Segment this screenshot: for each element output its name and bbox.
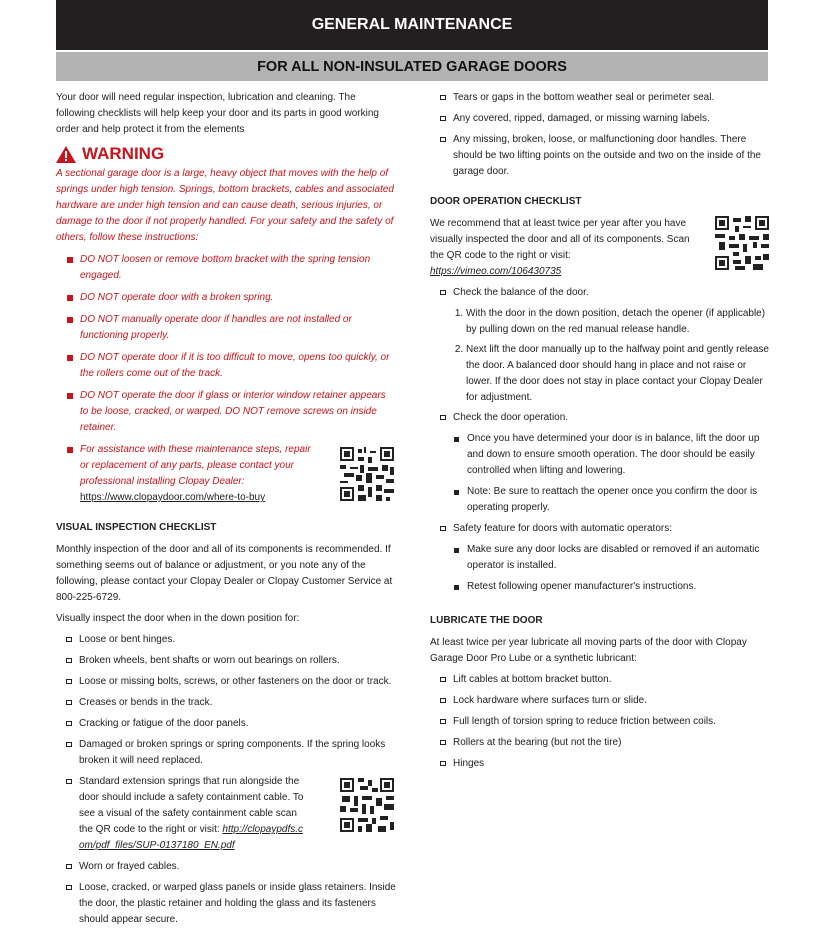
qr-code-icon	[715, 216, 769, 270]
safety-item: Safety feature for doors with automatic operators:	[440, 521, 770, 537]
checklist-item: Cracking or fatigue of the door panels.	[66, 716, 396, 732]
warning-item: DO NOT loosen or remove bottom bracket with the spring tension engaged.	[66, 252, 396, 284]
operation-check	[430, 410, 770, 426]
safety-subitem: Retest following opener manufacturer's instructions.	[454, 579, 770, 595]
left-column	[56, 90, 396, 933]
visual-lead: Visually inspect the door when in the down position for:	[56, 613, 300, 624]
checklist-item: Any missing, broken, loose, or malfunctioning door handles. There should be two lifting points on the outside and two on the inside of the garage door.	[440, 132, 770, 180]
checklist-item: Any covered, ripped, damaged, or missing warning labels.	[440, 111, 770, 127]
qr-code-icon	[340, 447, 394, 501]
assist-item	[66, 442, 320, 506]
warning-item: DO NOT manually operate door if handles are not installed or functioning properly.	[66, 312, 396, 344]
warning-item: DO NOT operate the door if glass or interior window retainer appears to be loose, cracked, or warped. DO NOT remove screws on inside retainer.	[66, 388, 396, 436]
safety-subitems	[430, 542, 770, 595]
checklist-item: Loose or missing bolts, screws, or other fasteners on the door or track.	[66, 674, 396, 690]
operation-subitem: Once you have determined your door is in balance, lift the door up and down to ensure smooth operation. The door should be easily controlled when lifting and lowering.	[454, 431, 770, 479]
checklist-item: Loose or bent hinges.	[66, 632, 396, 648]
lube-item: Full length of torsion spring to reduce friction between coils.	[440, 714, 770, 730]
assist-text: For assistance with these maintenance steps, repair or replacement of any parts, please contact your professional installing Clopay Dealer:	[80, 444, 311, 487]
balance-step: 1. With the door in the down position, detach the opener (if applicable) by pulling down on the red manual release handle.	[466, 306, 770, 338]
lube-checklist	[430, 672, 770, 772]
door-operation-checklist	[430, 285, 770, 301]
vimeo-link[interactable]: https://vimeo.com/106430735	[430, 266, 562, 277]
qr-code-icon	[340, 778, 394, 832]
checklist-item-extension-springs	[66, 774, 304, 854]
visual-intro: Monthly inspection of the door and all of its components is recommended. If something seems out of balance or adjustment, or you note any of the following, please contact your Clopay Dealer or Clopay Customer Service at 800-225-6729.	[56, 544, 393, 603]
lube-item: Rollers at the bearing (but not the tire)	[440, 735, 770, 751]
lubricate-heading: LUBRICATE THE DOOR	[430, 615, 543, 626]
checklist-item: Loose, cracked, or warped glass panels or inside glass retainers. Inside the door, the plastic retainer and holding the glass and its fasteners should appear secure.	[66, 880, 396, 928]
safety-subitem: Make sure any door locks are disabled or removed if an automatic operator is installed.	[454, 542, 770, 574]
warning-text: A sectional garage door is a large, heavy object that moves with the help of springs under high tension. Springs, bottom brackets, cables and associated hardware are under high tension and can cause death, serious injuries, or damage to the door if not properly handled. For your safety and the safety of others, follow these instructions:	[56, 168, 394, 243]
lube-item: Lock hardware where surfaces turn or slide.	[440, 693, 770, 709]
checklist-item: Tears or gaps in the bottom weather seal or perimeter seal.	[440, 90, 770, 106]
checklist-item: Broken wheels, bent shafts or worn out bearings on rollers.	[66, 653, 396, 669]
lube-intro: At least twice per year lubricate all moving parts of the door with Clopay Garage Door Pro Lube or a synthetic lubricant:	[430, 637, 747, 664]
warning-heading	[56, 144, 396, 164]
right-column	[430, 90, 770, 777]
ext-text: Standard extension springs that run alongside the door should include a safety containment cable. To see a visual of the safety containment cable scan the QR code to the right or visit:	[79, 776, 304, 835]
checklist-item: Worn or frayed cables.	[66, 859, 396, 875]
visual-inspection-heading: VISUAL INSPECTION CHECKLIST	[56, 522, 217, 533]
visual-checklist-continued	[430, 90, 770, 180]
dealer-link[interactable]: https://www.clopaydoor.com/where-to-buy	[80, 492, 266, 503]
balance-steps	[430, 306, 770, 406]
safety-check	[430, 521, 770, 537]
warning-title: WARNING	[82, 144, 165, 163]
page-subtitle: FOR ALL NON-INSULATED GARAGE DOORS	[56, 52, 768, 81]
lube-item: Hinges	[440, 756, 770, 772]
door-operation-heading: DOOR OPERATION CHECKLIST	[430, 196, 582, 207]
operation-item: Check the door operation.	[440, 410, 770, 426]
page-title: GENERAL MAINTENANCE	[56, 0, 768, 50]
warning-item: DO NOT operate door if it is too difficult to move, opens too quickly, or the rollers come out of the track.	[66, 350, 396, 382]
balance-item	[440, 285, 770, 301]
checklist-item: Damaged or broken springs or spring components. If the spring looks broken it will need replaced.	[66, 737, 396, 769]
balance-step: 2. Next lift the door manually up to the halfway point and gently release the door. A balanced door should hang in place and not raise or lower. If the door does not stay in place contact your Clopay Dealer for adjustment.	[466, 342, 770, 406]
operation-subitems	[430, 431, 770, 516]
checklist-item: Creases or bends in the track.	[66, 695, 396, 711]
door-intro-text: We recommend that at least twice per year after you have visually inspected the door and all of its components. Scan the QR code to the right or visit:	[430, 218, 690, 261]
door-intro	[430, 216, 695, 280]
lube-item: Lift cables at bottom bracket button.	[440, 672, 770, 688]
balance-label: Check the balance of the door.	[453, 287, 589, 298]
warning-item: DO NOT operate door with a broken spring.	[66, 290, 396, 306]
operation-subitem: Note: Be sure to reattach the opener once you confirm the door is operating properly.	[454, 484, 770, 516]
intro-text: Your door will need regular inspection, lubrication and cleaning. The following checklists will help keep your door and its parts in good working order and help protect it from the elements	[56, 92, 379, 135]
warning-icon	[56, 146, 76, 163]
containment-cable-link[interactable]: http://clopaypdfs.com/pdf_files/SUP-0137180_EN.pdf	[79, 824, 304, 851]
